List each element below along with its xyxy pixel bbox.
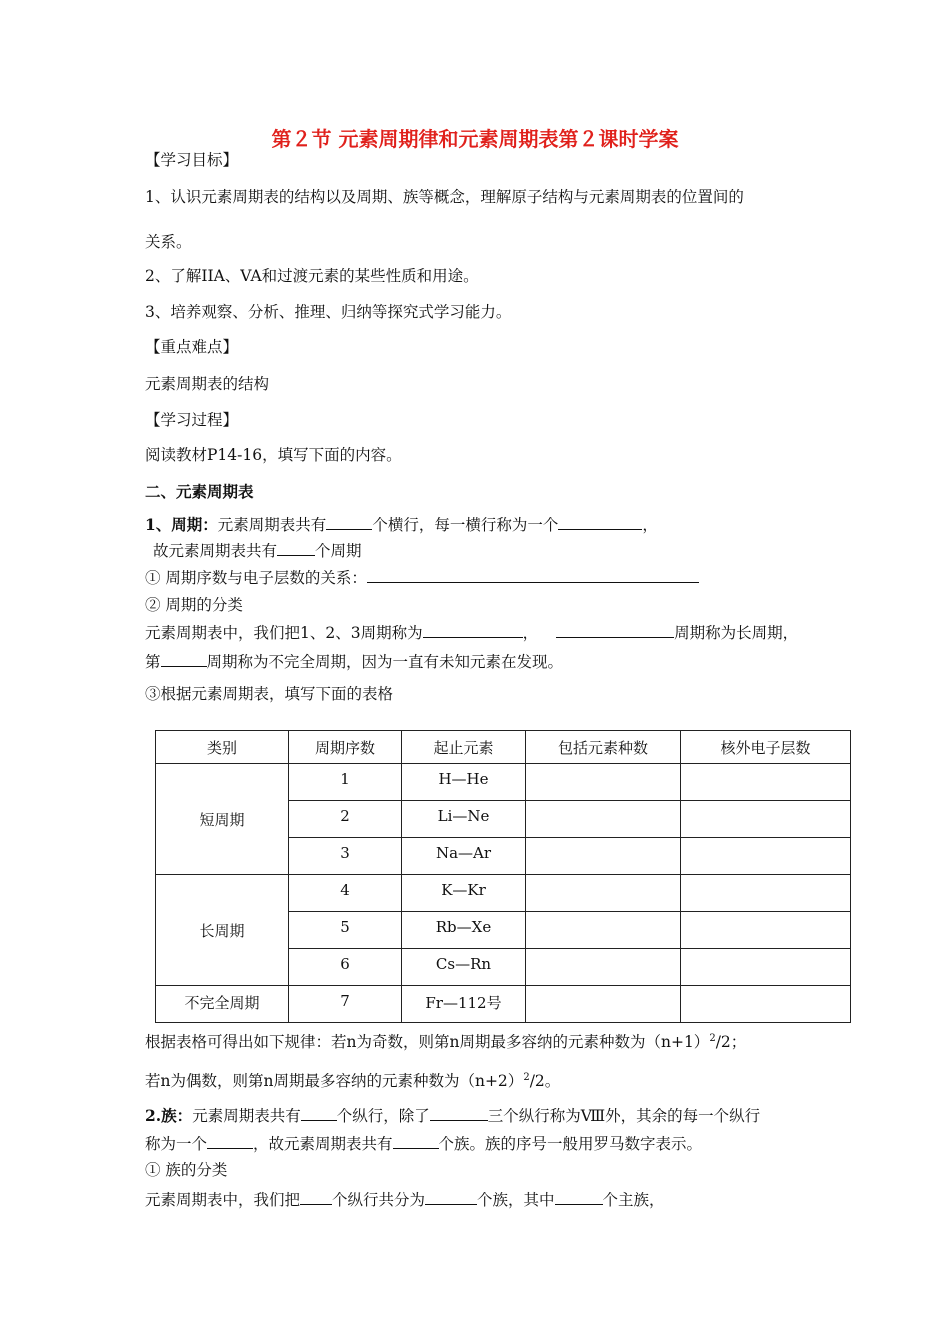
blank-relation[interactable] [367,567,699,583]
objective-3: 3、培养观察、分析、推理、归纳等探究式学习能力。 [145,303,512,321]
answer-cell[interactable] [526,949,681,986]
answer-cell[interactable] [526,801,681,838]
section-heading: 二、元素周期表 [145,482,254,501]
element-range: H—He [402,764,526,801]
group-line-1: 2.族：元素周期表共有 个纵行，除了 三个纵行称为Ⅷ外，其余的每一个纵行 [145,1106,761,1125]
element-range: Na—Ar [402,838,526,875]
blank-column-name[interactable] [207,1133,253,1149]
period-number: 7 [289,986,402,1023]
blank-group-count[interactable] [393,1133,439,1149]
header-element-range: 起止元素 [402,731,526,764]
answer-cell[interactable] [526,986,681,1023]
header-electron-shells: 核外电子层数 [681,731,851,764]
header-element-count: 包括元素种数 [526,731,681,764]
element-range: K—Kr [402,875,526,912]
element-range: Rb—Xe [402,912,526,949]
answer-cell[interactable] [526,875,681,912]
category-incomplete-period: 不完全周期 [156,986,289,1023]
category-short-period: 短周期 [156,764,289,875]
blank-main-groups[interactable] [555,1189,603,1205]
rule-line-2: 若n为偶数，则第n周期最多容纳的元素种数为$(n+2)^2/2$。 [145,1072,561,1090]
rule-line-1: 根据表格可得出如下规律：若n为奇数，则第n周期最多容纳的元素种数为$(n+1)^2/2$； [145,1033,747,1051]
period-number: 5 [289,912,402,949]
blank-group-viii[interactable] [430,1105,488,1121]
objective-2: 2、了解IIA、VA和过渡元素的某些性质和用途。 [145,267,479,285]
answer-cell[interactable] [526,912,681,949]
period-line-1: 1、周期：元素周期表共有 个横行，每一横行称为一个 ， [145,515,658,534]
header-category: 类别 [156,731,289,764]
answer-cell[interactable] [681,764,851,801]
keypoints-heading: 【重点难点】 [145,338,239,356]
table-row [156,986,851,1023]
blank-rows-count[interactable] [326,514,372,530]
period-number: 4 [289,875,402,912]
objective-1-line-2: 关系。 [145,233,192,251]
table-row [156,764,851,801]
table-row [156,875,851,912]
process-heading: 【学习过程】 [145,411,239,429]
answer-cell[interactable] [681,838,851,875]
period-class-line-1: 元素周期表中，我们把1、2、3周期称为 ， 周期称为长周期， [145,624,799,642]
answer-cell[interactable] [681,801,851,838]
answer-cell[interactable] [526,838,681,875]
blank-row-name[interactable] [558,514,642,530]
table-instruction: ③根据元素周期表，填写下面的表格 [145,685,394,703]
keypoints-text: 元素周期表的结构 [145,375,270,393]
period-relation: ① 周期序数与电子层数的关系： [145,567,699,588]
blank-long-period[interactable] [556,622,674,638]
table-header-row [156,731,851,764]
blank-short-period[interactable] [423,622,523,638]
answer-cell[interactable] [681,875,851,912]
group-line-2: 称为一个 ，故元素周期表共有 个族。族的序号一般用罗马数字表示。 [145,1135,703,1153]
blank-period-count[interactable] [277,540,315,556]
process-text: 阅读教材P14-16，填写下面的内容。 [145,446,402,464]
period-number: 2 [289,801,402,838]
period-label: 1、周期： [145,515,218,534]
group-label: 2.族： [145,1106,193,1125]
period-line-2: 故元素周期表共有 个周期 [153,542,362,560]
blank-groups-total[interactable] [425,1189,477,1205]
period-number: 3 [289,838,402,875]
blank-columns-total[interactable] [300,1189,332,1205]
objectives-heading: 【学习目标】 [145,151,239,169]
group-classification: ① 族的分类 [145,1161,228,1179]
element-range: Fr—112号 [402,986,526,1023]
answer-cell[interactable] [526,764,681,801]
answer-cell[interactable] [681,949,851,986]
period-classification: ② 周期的分类 [145,596,243,614]
blank-columns-count[interactable] [301,1105,337,1121]
period-class-line-2: 第 周期称为不完全周期，因为一直有未知元素在发现。 [145,653,564,671]
page-title: 第２节 元素周期律和元素周期表第２课时学案 [271,127,679,151]
answer-cell[interactable] [681,986,851,1023]
answer-cell[interactable] [681,912,851,949]
header-period-number: 周期序数 [289,731,402,764]
group-line-3: 元素周期表中，我们把 个纵行共分为 个族，其中 个主族， [145,1191,665,1209]
objective-1-line-1: 1、认识元素周期表的结构以及周期、族等概念，理解原子结构与元素周期表的位置间的 [145,188,744,206]
element-range: Li—Ne [402,801,526,838]
blank-incomplete-period[interactable] [161,651,207,667]
period-number: 1 [289,764,402,801]
period-table [155,730,851,1023]
period-number: 6 [289,949,402,986]
element-range: Cs—Rn [402,949,526,986]
category-long-period: 长周期 [156,875,289,986]
